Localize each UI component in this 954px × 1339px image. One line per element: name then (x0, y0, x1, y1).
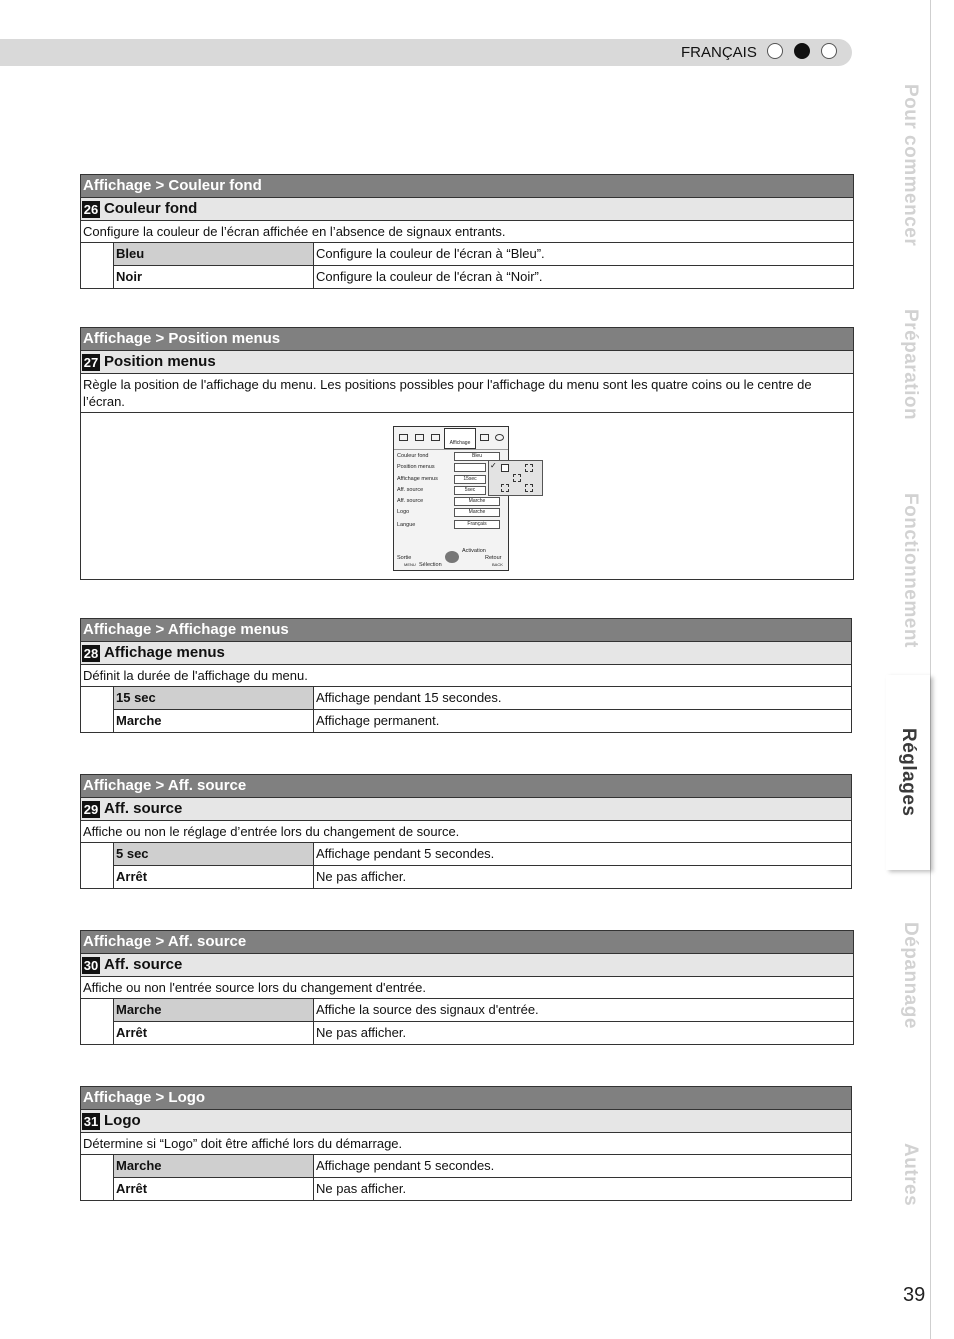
option-key: Arrêt (114, 866, 314, 888)
item-number: 28 (83, 645, 99, 661)
osd-menu-screenshot (393, 426, 509, 571)
section-subheader (81, 1110, 851, 1133)
menu-item-label: Aff. source (397, 498, 424, 504)
section-subheader (81, 642, 851, 665)
option-value: Affichage pendant 15 secondes. (316, 690, 502, 705)
menu-footer-select: Sélection (419, 562, 442, 568)
option-row (114, 1021, 853, 1044)
dpad-icon (445, 551, 459, 563)
menu-footer-exit-key: MENU (404, 562, 416, 567)
menu-item-value: Marche (454, 508, 500, 517)
item-number: 27 (83, 354, 99, 370)
option-key: Arrêt (114, 1178, 314, 1200)
options-table (81, 1155, 851, 1200)
section-subheader (81, 954, 853, 977)
option-value: Ne pas afficher. (316, 869, 407, 884)
section-header: Affichage > Aff. source (81, 931, 853, 954)
option-key: Marche (114, 710, 314, 732)
setup-icon (480, 434, 489, 441)
item-title: Position menus (104, 353, 216, 370)
section-aff-source-2 (80, 930, 854, 1045)
option-key: Bleu (114, 243, 314, 265)
menu-item-value: 15sec (454, 475, 486, 484)
section-header: Affichage > Logo (81, 1087, 851, 1110)
option-row (114, 265, 853, 288)
item-description: Affiche ou non l'entrée source lors du changement d'entrée. (81, 977, 853, 999)
menu-item-label: Logo (397, 509, 410, 515)
language-label: FRANÇAIS (681, 44, 757, 61)
section-aff-source-1 (80, 774, 852, 889)
option-key: Marche (114, 1155, 314, 1177)
menu-illustration (81, 413, 853, 579)
tab-depannage[interactable] (890, 880, 930, 1070)
tab-label: Autres (900, 1143, 921, 1207)
option-value: Affichage pendant 5 secondes. (316, 1158, 495, 1173)
option-value: Ne pas afficher. (316, 1181, 407, 1196)
option-row (114, 709, 851, 732)
item-description: Affiche ou non le réglage d’entrée lors du changement de source. (81, 821, 851, 843)
section-subheader (81, 198, 853, 221)
options-table (81, 687, 851, 732)
item-number: 26 (83, 201, 99, 217)
page-number: 39 (903, 1284, 926, 1306)
option-row (114, 843, 851, 865)
item-title: Couleur fond (104, 200, 198, 217)
item-description: Règle la position de l'affichage du menu. Les positions possibles pour l'affichage du menu sont les quatre coins ou le centre de l’écran. (81, 374, 853, 413)
option-row (114, 1177, 851, 1200)
option-key: 5 sec (114, 843, 314, 865)
options-table (81, 843, 851, 888)
option-value: Ne pas afficher. (316, 1025, 407, 1040)
menu-footer-back-key: BACK (492, 562, 503, 567)
menu-item-label: Langue (397, 522, 416, 528)
tab-label: Fonctionnement (900, 492, 921, 648)
section-affichage-menus (80, 618, 852, 733)
corner-bottom-right-icon (525, 484, 533, 492)
menu-footer-activate: Activation (462, 548, 486, 554)
menu-footer-back: Retour (485, 555, 502, 561)
tab-divider (930, 0, 931, 1339)
section-position-menus (80, 327, 854, 580)
item-title: Aff. source (104, 956, 183, 973)
menu-item-value: Marche (454, 497, 500, 506)
menu-item-label: Aff. source (397, 487, 424, 493)
item-title: Logo (104, 1112, 141, 1129)
section-header: Affichage > Aff. source (81, 775, 851, 798)
option-value: Configure la couleur de l'écran à “Noir”. (316, 269, 543, 284)
option-value: Affichage permanent. (316, 713, 440, 728)
lang-dot-1-icon (767, 43, 783, 59)
corner-bottom-left-icon (501, 484, 509, 492)
tab-preparation[interactable] (890, 270, 930, 460)
option-key: Noir (114, 266, 314, 288)
option-value: Configure la couleur de l'écran à “Bleu”. (316, 246, 545, 261)
info-icon (495, 434, 504, 441)
item-number: 29 (83, 801, 99, 817)
section-header: Affichage > Couleur fond (81, 175, 853, 198)
menu-tab-label: Affichage (449, 440, 471, 446)
picture-icon (399, 434, 408, 441)
section-couleur-fond (80, 174, 854, 289)
options-table (81, 243, 853, 288)
option-key: Arrêt (114, 1022, 314, 1044)
section-header: Affichage > Affichage menus (81, 619, 851, 642)
affichage-tab-icon (444, 428, 476, 449)
option-row (114, 865, 851, 888)
tab-label: Préparation (900, 309, 921, 421)
section-logo (80, 1086, 852, 1201)
option-row (114, 687, 851, 709)
menu-item-value: Bleu (454, 452, 500, 461)
tab-label: Dépannage (900, 921, 921, 1029)
menu-item-value: 5sec (454, 486, 486, 495)
option-row (114, 1155, 851, 1177)
tab-fonctionnement[interactable] (890, 470, 930, 670)
menu-footer-exit: Sortie (397, 555, 412, 561)
item-number: 30 (83, 957, 99, 973)
checkmark-icon: ✓ (490, 461, 497, 470)
option-key: Marche (114, 999, 314, 1021)
option-key: 15 sec (114, 687, 314, 709)
item-title: Affichage menus (104, 644, 225, 661)
menu-item-label: Couleur fond (397, 453, 429, 459)
item-description: Définit la durée de l'affichage du menu. (81, 665, 851, 687)
menu-item-label: Affichage menus (397, 476, 438, 482)
tab-reglages[interactable] (886, 675, 930, 870)
options-table (81, 999, 853, 1044)
position-popup (488, 460, 543, 496)
item-number: 31 (83, 1113, 99, 1129)
section-header: Affichage > Position menus (81, 328, 853, 351)
tab-label: Pour commencer (900, 83, 921, 247)
option-row (114, 243, 853, 265)
item-description: Détermine si “Logo” doit être affiché lors du démarrage. (81, 1133, 851, 1155)
tab-label: Réglages (898, 728, 919, 817)
corner-center-icon (513, 474, 521, 482)
tab-autres[interactable] (890, 1080, 930, 1270)
option-value: Affichage pendant 5 secondes. (316, 846, 495, 861)
item-title: Aff. source (104, 800, 183, 817)
item-description: Configure la couleur de l’écran affichée en l’absence de signaux entrants. (81, 221, 853, 243)
adjust-icon (415, 434, 424, 441)
menu-item-label: Position menus (397, 464, 435, 470)
corner-top-right-icon (525, 464, 533, 472)
option-value: Affiche la source des signaux d'entrée. (316, 1002, 539, 1017)
section-subheader (81, 798, 851, 821)
option-row (114, 999, 853, 1021)
input-icon (431, 434, 440, 441)
lang-dot-3-icon (821, 43, 837, 59)
section-subheader (81, 351, 853, 374)
menu-item-value: Français (454, 520, 500, 529)
menu-item-value (454, 463, 486, 472)
corner-top-left-icon (501, 464, 509, 472)
menu-icon-bar (394, 427, 508, 450)
tab-pour-commencer[interactable] (890, 70, 930, 260)
lang-dot-2-icon (794, 43, 810, 59)
